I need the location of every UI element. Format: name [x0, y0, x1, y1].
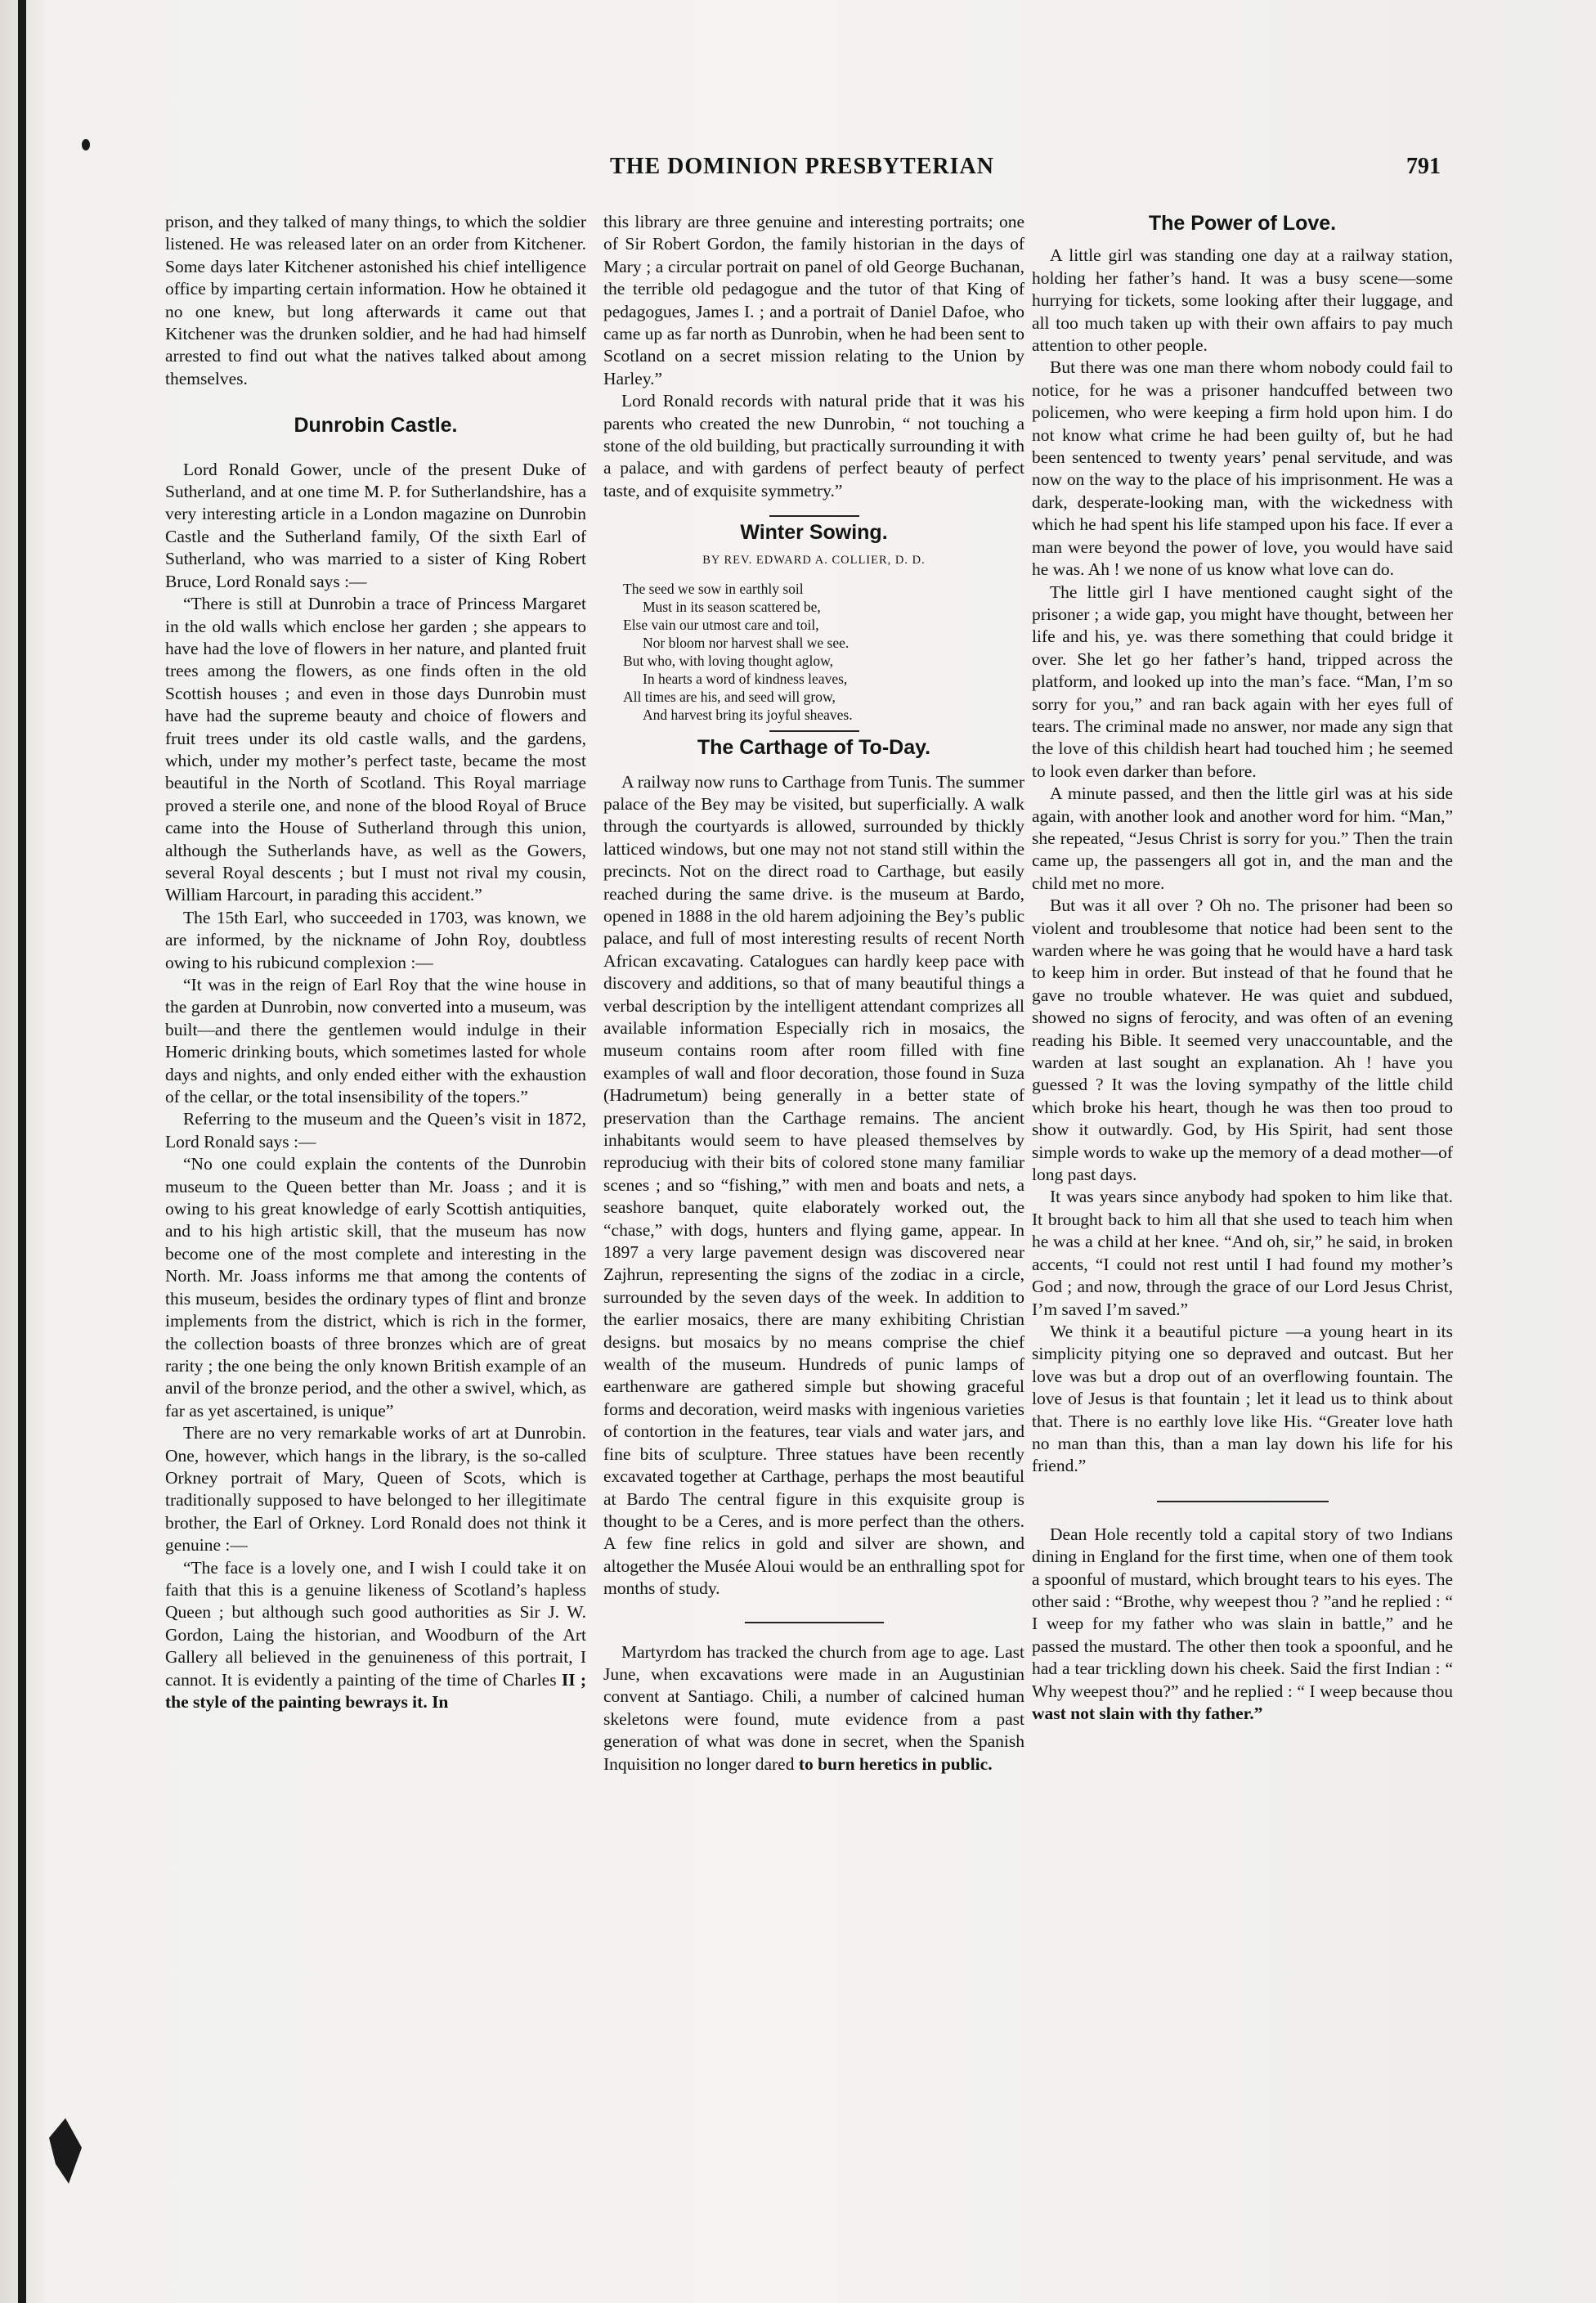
paragraph: There are no very remarkable works of art at Dunrobin. One, however, which hangs in the library, is the so-called Orkney portrait of Mary, Queen of Scots, which is traditionally supposed to have belonged to her illegitimate brother, the Earl of Orkney. Lord Ronald does not think it genuine :—: [165, 1423, 586, 1556]
paragraph: Referring to the museum and the Queen’s visit in 1872, Lord Ronald says :—: [165, 1109, 586, 1152]
paragraph: But was it all over ? Oh no. The prisoner had been so violent and troublesome that notice had been sent to the warden where he was going that he would have a hard task to keep him in order. But instead of that he found that he gave no trouble whatever. He was quiet and subdued, showed no signs of ferocity, and was often of an evening reading his Bible. It seemed very unaccountable, and the warden at last sought an explanation. Ah ! have you guessed ? It was the loving sympathy of the little child which broke his heart, though he was then too proud to show it outwardly. God, by His Spirit, had sent those simple words to wake up the memory of a dead mother—of long past days.: [1032, 896, 1453, 1185]
divider: [769, 515, 859, 517]
column-2: [603, 211, 1024, 1776]
poem-line: Else vain our utmost care and toil,: [623, 617, 819, 634]
paragraph: this library are three genuine and interesting portraits; one of Sir Robert Gordon, the family historian in the days of Mary ; a circular portrait on panel of old George Buchanan, the terrible old pedagogue and the tutor of that King of pedagogues, James I. ; and a portrait of Daniel Dafoe, who came up as far north as Dunrobin, when he had been sent to Scotland on a secret mission relating to the Union by Harley.”: [603, 212, 1024, 388]
paragraph: The 15th Earl, who succeeded in 1703, was known, we are informed, by the nickname of John Roy, doubtless owing to his rubicund complexion :—: [165, 907, 586, 972]
poem-line: The seed we sow in earthly soil: [623, 581, 804, 598]
paragraph: Lord Ronald Gower, uncle of the present Duke of Sutherland, and at one time M. P. for Sutherlandshire, has a very interesting article in a London magazine on Dunrobin Castle and the Sutherland family, Of the sixth Earl of Sutherland, who was married to a sister of King Robert Bruce, Lord Ronald says :—: [165, 459, 586, 591]
paragraph: But there was one man there whom nobody could fail to notice, for he was a prisoner handcuffed between two policemen, who were keeping a firm hold upon him. I do not know what crime he had been guilty of, but he had been sentenced to twenty years’ penal servitude, and was now on the way to the place of his imprisonment. He was a dark, desperate-looking man, with the wickedness with which he had spent his life stamped upon his face. If ever a man were beyond the power of love, you would have said he was. Ah ! we none of us know what love can do.: [1032, 357, 1453, 580]
paragraph: It was years since anybody had spoken to him like that. It brought back to him all that she used to teach him when he was a child at her knee. “And oh, sir,” he said, in broken accents, “I could not rest until I had found my mother’s God ; and now, through the grace of our Lord Jesus Christ, I’m saved I’m saved.”: [1032, 1187, 1453, 1319]
paragraph-text: Dean Hole recently told a capital story of two Indians dining in England for the first time, when one of them took a spoonful of mustard, which brought tears to his eyes. The other said : “Brothe, why weepest thou ? ”and he replied : “ I weep for my father who was slain in battle,” and he passed the mustard. The other then took a spoonful, and he had a tear trickling down his cheek. Said the first Indian : “ Why weepest thou?” and he replied : “ I weep because thou: [1032, 1524, 1453, 1701]
paragraph: prison, and they talked of many things, to which the soldier listened. He was released later on an order from Kitchener. Some days later Kitchener astonished his chief intelligence office by imparting certain information. How he obtained it no one knew, but long afterwards it came out that Kitchener was the drunken soldier, and he had had himself arrested to find out what the natives talked about among themselves.: [165, 212, 586, 388]
paragraph-text-bold: wast not slain with thy father.”: [1032, 1704, 1263, 1723]
paragraph: A little girl was standing one day at a railway station, holding her father’s hand. It was a busy scene—some hurrying for tickets, some looking after their luggage, and all too much taken up with their own affairs to pay much attention to other people.: [1032, 245, 1453, 356]
divider: [1157, 1501, 1329, 1502]
paragraph: “There is still at Dunrobin a trace of Princess Margaret in the old walls which enclose her garden ; she appears to have had the love of flowers in her nature, and planted fruit trees among the flowers, as one finds often in the old Scottish houses ; and even in those days Dunrobin must have had the supreme beauty and choice of flowers and fruit trees under its old castle walls, and the gardens, which, under my mother’s perfect taste, became the most beautiful in the North of Scotland. This Royal marriage proved a sterile one, and none of the blood Royal of Bruce came into the House of Sutherland through this union, although the Sutherlands have, as well as the Gowers, several Royal descents ; but I must not rival my cousin, William Harcourt, in parading this accident.”: [165, 594, 586, 905]
poem-byline: BY REV. EDWARD A. COLLIER, D. D.: [702, 553, 926, 567]
article-heading-power-of-love: The Power of Love.: [1148, 212, 1337, 235]
page-header: [164, 154, 1441, 186]
poem-line: And harvest bring its joyful sheaves.: [643, 707, 853, 724]
paragraph: Lord Ronald records with natural pride that it was his parents who created the new Dunrobin, “ not touching a stone of the old building, but practically surrounding it with a palace, and with gardens of perfect beauty of perfect taste, and of exquisite symmetry.”: [603, 391, 1024, 501]
article-heading-carthage: The Carthage of To-Day.: [697, 736, 931, 760]
poem-title: Winter Sowing.: [740, 521, 888, 545]
paragraph: We think it a beautiful picture —a young heart in its simplicity pitying one so depraved and outcast. But her love was but a drop out of an overflowing fountain. The love of Jesus is that fountain ; let it lead us to think about that. There is no earthly love like His. “Greater love hath no man than this, than a man lay down his life for his friend.”: [1032, 1321, 1453, 1476]
column-1: [165, 211, 586, 1713]
poem-line: Must in its season scattered be,: [643, 599, 821, 616]
paragraph: [603, 1641, 1024, 1776]
paragraph: [165, 1557, 586, 1714]
paragraph: [1032, 1524, 1453, 1726]
paragraph: The little girl I have mentioned caught sight of the prisoner ; a wide gap, you might have thought, between her life and his, ye. was there something that could bridge it over. She let go her father’s hand, tripped across the platform, and looked up into the man’s face. “Man, I’m so sorry for you,” and ran back again with her eyes full of tears. The criminal made no answer, nor made any sign that the love of this childish heart had touched him ; he seemed to look even darker than before.: [1032, 581, 1453, 781]
column-3: [1032, 211, 1453, 1725]
paragraph: A minute passed, and then the little girl was at his side again, with another look and another word for him. “Man,” she repeated, “Jesus Christ is sorry for you.” Then the train came up, the passengers all got in, and the man and the child met no more.: [1032, 783, 1453, 893]
page-number: 791: [1406, 154, 1441, 179]
paragraph-text-bold: II ; the style of the painting bewrays it. In: [165, 1669, 586, 1712]
poem-line: Nor bloom nor harvest shall we see.: [643, 635, 850, 652]
ink-mark: [82, 139, 90, 150]
poem-line: But who, with loving thought aglow,: [623, 653, 833, 670]
poem-line: In hearts a word of kindness leaves,: [643, 671, 848, 688]
binding-edge: [18, 0, 26, 2303]
paragraph-text: “The face is a lovely one, and I wish I could take it on faith that this is a genuine likeness of Scotland’s hapless Queen ; but although such good authorities as Sir J. W. Gordon, Laing the historian, and Woodburn of the Art Gallery all believed in the genuineness of this portrait, I cannot. It is evidently a painting of the time of Charles: [165, 1557, 586, 1690]
divider: [745, 1622, 884, 1623]
poem-line: All times are his, and seed will grow,: [623, 689, 836, 706]
article-heading-dunrobin: Dunrobin Castle.: [294, 414, 458, 438]
paragraph: “No one could explain the contents of the Dunrobin museum to the Queen better than Mr. Joass ; and it is owing to his great knowledge of early Scottish antiquities, and to his high artistic skill, that the museum has now become one of the most complete and interesting in the North. Mr. Joass informs me that among the contents of this museum, besides the ordinary types of flint and bronze implements from the district, which is rich in the former, the collection boasts of three bronzes which are of great rarity ; the one being the only known British example of an anvil of the bronze period, and the other a swivel, which, as far as yet ascertained, is unique”: [165, 1154, 586, 1421]
paragraph-text-bold: to burn heretics in public.: [798, 1753, 993, 1774]
ink-blot: [49, 2118, 82, 2184]
divider: [769, 730, 859, 732]
running-title: THE DOMINION PRESBYTERIAN: [610, 154, 994, 179]
paragraph-text: Martyrdom has tracked the church from age to age. Last June, when excavations were made in an Augustinian convent at Santiago. Chili, a number of calcined human skeletons were found, mute evidence from a past generation of what was done in secret, when the Spanish Inquisition no longer dared: [603, 1641, 1024, 1774]
paragraph: “It was in the reign of Earl Roy that the wine house in the garden at Dunrobin, now converted into a museum, was built—and there the gentlemen would indulge in their Homeric drinking bouts, which sometimes lasted for whole days and nights, and only ended either with the exhaustion of the cellar, or the total insensibility of the topers.”: [165, 975, 586, 1107]
paragraph: A railway now runs to Carthage from Tunis. The summer palace of the Bey may be visited, but superficially. A walk through the courtyards is allowed, surrounded by thickly latticed windows, but one may not not stand still within the precincts. Not on the direct road to Carthage, but easily reached during the same drive. is the museum at Bardo, opened in 1888 in the old harem adjoining the Bey’s public palace, and full of most interesting results of recent North African excavating. Catalogues can hardly keep pace with discovery and additions, so that of many beautiful things a verbal description by the intelligent attendant comprizes all available information Especially rich in mosaics, the museum contains room after room filled with fine examples of wall and floor decoration, those found in Suza (Hadrumetum) being generally in a better state of preservation than the Carthage remains. The ancient inhabitants would seem to have pleased themselves by reproduciug with their bits of colored stone many familiar scenes ; and so “fishing,” with men and boats and nets, a seashore banquet, quite elaborately worked out, the “chase,” with dogs, hunters and flying game, appear. In 1897 a very large pavement design was discovered near Zajhrun, representing the signs of the zodiac in a circle, surrounded by the seven days of the week. In addition to the earlier mosaics, there are many exhibiting Christian designs. but mosaics by no means comprise the chief wealth of the museum. Hundreds of punic lamps of earthenware are gathered simple but showing graceful forms and decoration, weird masks with ingenious varieties of contortion in the features, tear vials and water jars, and fine bits of sculpture. Three statues have been recently excavated together at Carthage, perhaps the most beautiful at Bardo The central figure in this exquisite group is thought to be a Ceres, and is more perfect than the others. A few fine relics in gold and silver are shown, and altogether the Musée Aloui would be an enthralling spot for months of study.: [603, 771, 1024, 1599]
poem: [603, 580, 1024, 724]
